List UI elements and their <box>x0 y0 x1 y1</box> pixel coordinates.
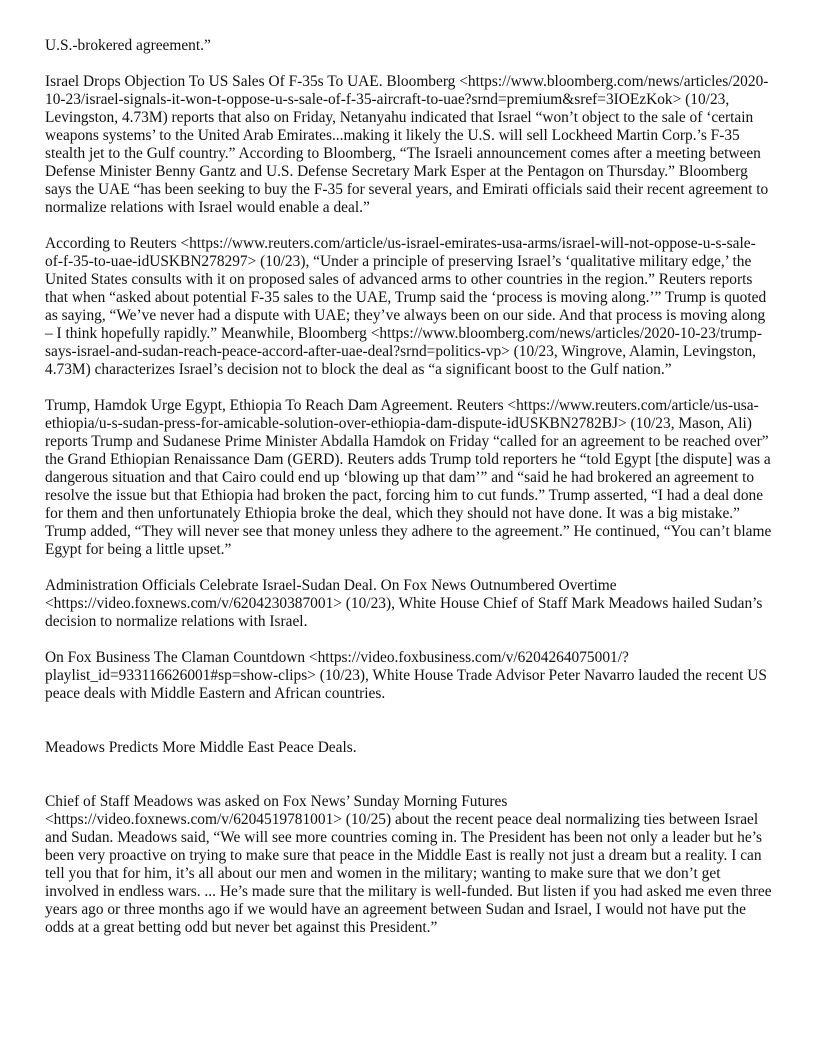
paragraph-meadows-heading: Meadows Predicts More Middle East Peace Deals. <box>45 739 357 756</box>
paragraph-claman-countdown: On Fox Business The Claman Countdown <https://video.foxbusiness.com/v/6204264075001/?playlist_id=933116626001#sp=show-clips> (10/23), White House Trade Advisor Peter Navarro lauded the recent US peace deals with Middle Eastern and African countries. <box>45 649 767 702</box>
paragraph-dam-agreement: Trump, Hamdok Urge Egypt, Ethiopia To Reach Dam Agreement. Reuters <https://www.reuters.com/article/us-usa-ethiopia/u-s-sudan-press-for-amicable-solution-over-ethiopia-dam-dispute-idUSKBN2782BJ> (10/23, Mason, Ali) reports Trump and Sudanese Prime Minister Abdalla Hamdok on Friday “called for an agreement to be reached over” the Grand Ethiopian Renaissance Dam (GERD). Reuters adds Trump told reporters he “told Egypt [the dispute] was a dangerous situation and that Cairo could end up ‘blowing up that dam’” and “said he had brokered an agreement to resolve the issue but that Ethiopia had broken the pact, forcing him to cut funds.” Trump asserted, “I had a deal done for them and then unfortunately Ethiopia broke the deal, which they should not have done. It was a big mistake.” Trump added, “They will never see that money unless they adhere to the agreement.” He continued, “You can’t blame Egypt for being a little upset.” <box>45 397 772 558</box>
document-page <box>45 37 773 937</box>
paragraph-reuters-f35: According to Reuters <https://www.reuters.com/article/us-israel-emirates-usa-arms/israel-will-not-oppose-u-s-sale-of-f-35-to-uae-idUSKBN278297> (10/23), “Under a principle of preserving Israel’s ‘qualitative military edge,’ the United States consults with it on proposed sales of advanced arms to other countries in the region.” Reuters reports that when “asked about potential F-35 sales to the UAE, Trump said the ‘process is moving along.’” Trump is quoted as saying, “We’ve never had a dispute with UAE; they’ve always been on our side. And that process is moving along – I think hopefully rapidly.” Meanwhile, Bloomberg <https://www.bloomberg.com/news/articles/2020-10-23/trump-says-israel-and-sudan-reach-peace-accord-after-uae-deal?srnd=politics-vp> (10/23, Wingrove, Alamin, Levingston, 4.73M) characterizes Israel’s decision not to block the deal as “a significant boost to the Gulf nation.” <box>45 235 767 378</box>
paragraph-israel-sudan-deal: Administration Officials Celebrate Israel-Sudan Deal. On Fox News Outnumbered Overtime <https://video.foxnews.com/v/6204230387001> (10/23), White House Chief of Staff Mark Meadows hailed Sudan’s decision to normalize relations with Israel. <box>45 577 763 630</box>
paragraph-f35-uae: Israel Drops Objection To US Sales Of F-35s To UAE. Bloomberg <https://www.bloomberg.com/news/articles/2020-10-23/israel-signals-it-won-t-oppose-u-s-sale-of-f-35-aircraft-to-uae?srnd=premium&sref=3IOEzKok> (10/23, Levingston, 4.73M) reports that also on Friday, Netanyahu indicated that Israel “won’t object to the sale of ‘certain weapons systems’ to the United Arab Emirates...making it likely the U.S. will sell Lockheed Martin Corp.’s F-35 stealth jet to the Gulf country.” According to Bloomberg, “The Israeli announcement comes after a meeting between Defense Minister Benny Gantz and U.S. Defense Secretary Mark Esper at the Pentagon on Thursday.” Bloomberg says the UAE “has been seeking to buy the F-35 for several years, and Emirati officials said their recent agreement to normalize relations with Israel would enable a deal.” <box>45 73 769 216</box>
paragraph-meadows-quote: Chief of Staff Meadows was asked on Fox News’ Sunday Morning Futures <https://video.foxnews.com/v/6204519781001> (10/25) about the recent peace deal normalizing ties between Israel and Sudan. Meadows said, “We will see more countries coming in. The President has been not only a leader but he’s been very proactive on trying to make sure that peace in the Middle East is really not just a dream but a reality. I can tell you that for him, it’s all about our men and women in the military; wanting to make sure that we don’t get involved in endless wars. ... He’s made sure that the military is well-funded. But listen if you had asked me even three years ago or three months ago if we would have an agreement between Sudan and Israel, I would not have put the odds at a great betting odd but never bet against this President.” <box>45 793 772 936</box>
paragraph-continuation: U.S.-brokered agreement.” <box>45 37 211 54</box>
